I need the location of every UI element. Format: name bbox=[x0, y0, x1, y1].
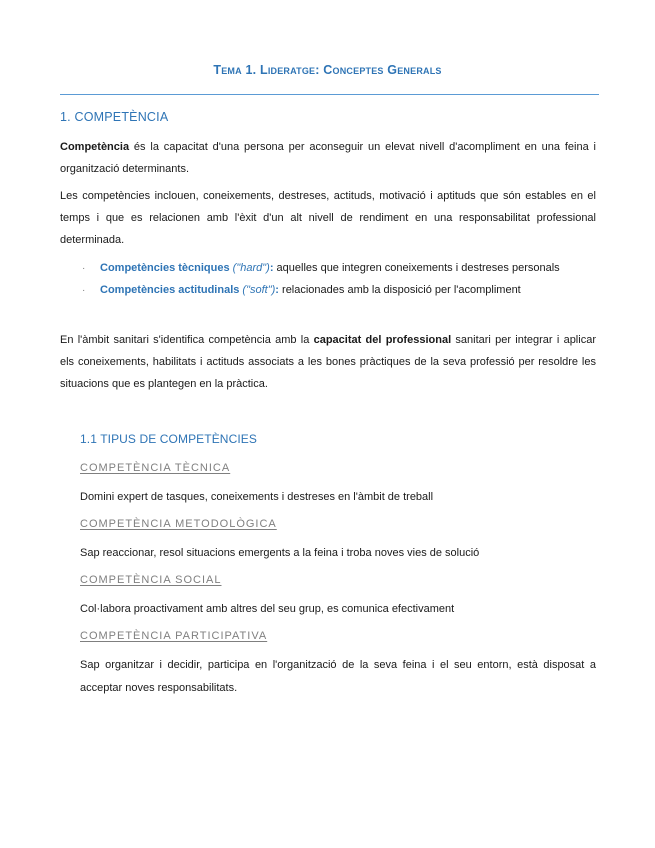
definition-text: és la capacitat d'una persona per aconseguir un elevat nivell d'acompliment en una feina i organització determinants. bbox=[60, 141, 596, 175]
bullet-text: aquelles que integren coneixements i destreses personals bbox=[273, 262, 560, 274]
competence-type-desc: Col·labora proactivament amb altres del seu grup, es comunica efectivament bbox=[80, 603, 455, 615]
bullet-term: Competències actitudinals bbox=[100, 283, 240, 296]
health-text-end: sanitari per integrar i aplicar els coneixements, habilitats i actituds associats a les bones pràctiques de la seva professió per resoldre les situacions que es plantegen en la pràctica. bbox=[60, 334, 596, 390]
document-title: Tema 1. Lideratge: Conceptes Generals bbox=[213, 63, 442, 77]
health-text-start: En l'àmbit sanitari s'identifica competència amb la bbox=[60, 334, 314, 346]
competence-type-title: COMPETÈNCIA PARTICIPATIVA bbox=[80, 630, 268, 642]
paragraph-health-context bbox=[60, 329, 596, 395]
list-item bbox=[82, 258, 596, 280]
competence-type-title: COMPETÈNCIA METODOLÒGICA bbox=[80, 518, 277, 530]
bullet-colon: : bbox=[275, 283, 279, 296]
bullet-dot-icon: · bbox=[82, 263, 86, 274]
competence-type-desc: Domini expert de tasques, coneixements i destreses en l'àmbit de treball bbox=[80, 491, 434, 503]
competence-type-title: COMPETÈNCIA SOCIAL bbox=[80, 574, 222, 586]
paragraph-definition bbox=[60, 136, 596, 180]
bullet-term: Competències tècniques bbox=[100, 262, 230, 274]
bullet-tag: ("hard") bbox=[229, 262, 270, 274]
term-competencia: Competència bbox=[60, 141, 130, 153]
competence-types-list bbox=[82, 258, 596, 301]
competence-type-title: COMPETÈNCIA TÈCNICA bbox=[80, 462, 231, 474]
title-divider bbox=[60, 94, 599, 95]
term-professional-capacity: capacitat del professional bbox=[313, 334, 452, 346]
paragraph-components: Les competències inclouen, coneixements, destreses, actituds, motivació i aptituds que són estables en el temps i que es relacionen amb l'èxit d'un alt nivell de rendiment en una responsabilitat professional determinada. bbox=[60, 190, 596, 246]
bullet-colon: : bbox=[269, 262, 274, 274]
subsection-heading-types: 1.1 TIPUS DE COMPETÈNCIES bbox=[80, 432, 257, 446]
list-item bbox=[82, 280, 596, 302]
bullet-dot-icon: · bbox=[82, 284, 86, 296]
bullet-tag: ("soft") bbox=[239, 283, 276, 296]
competence-type-desc: Sap reaccionar, resol situacions emergents a la feina i troba noves vies de solució bbox=[80, 547, 480, 559]
section-heading-competencia: 1. COMPETÈNCIA bbox=[60, 110, 169, 124]
bullet-text: relacionades amb la disposició per l'acompliment bbox=[278, 283, 521, 296]
competence-type-desc: Sap organitzar i decidir, participa en l'organització de la seva feina i el seu entorn, està disposat a acceptar noves responsabilitats. bbox=[80, 659, 596, 694]
